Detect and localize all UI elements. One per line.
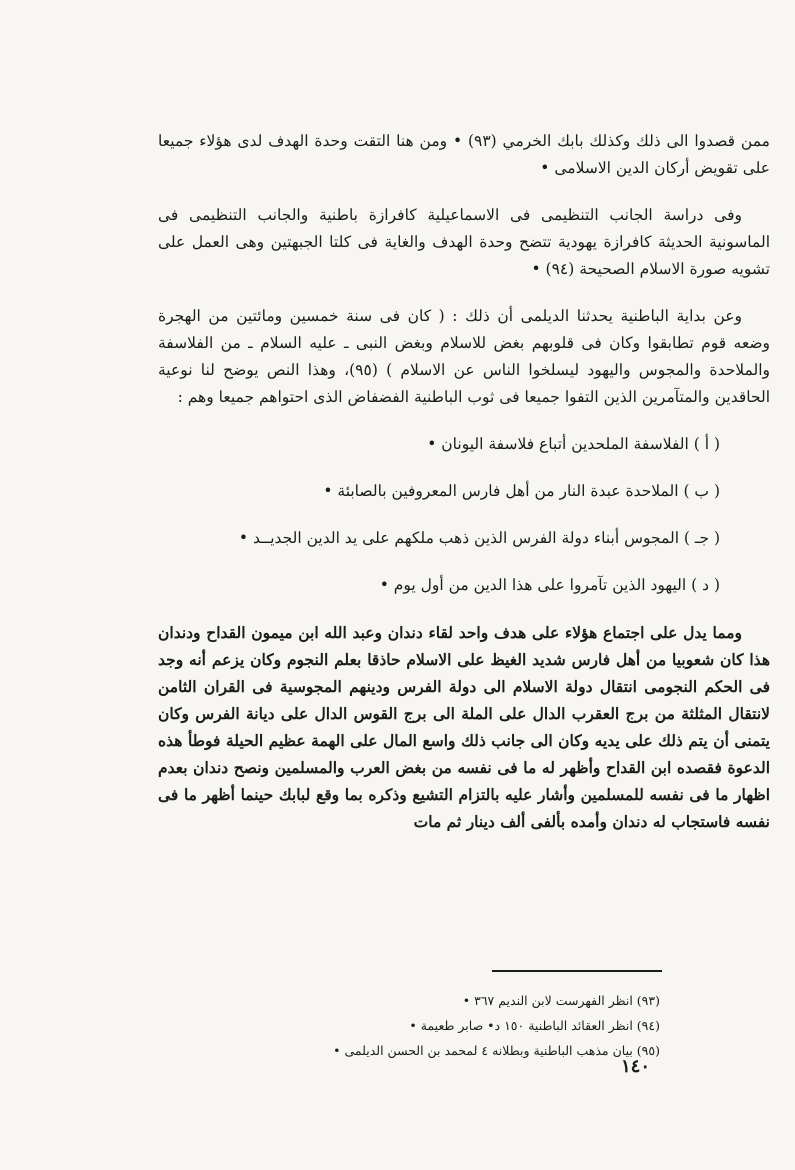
list-item-a: ( أ ) الفلاسفة الملحدين أتباع فلاسفة اليونان • — [427, 435, 720, 453]
paragraph-2: وفى دراسة الجانب التنظيمى فى الاسماعيلية كافرازة باطنية والجانب التنظيمى فى الماسونية الحديثة كافرازة يهودية تتضح وحدة الهدف والغاية فى كلتا الجبهتين وهى العمل على تشويه صورة الاسلام الصحيحة (٩٤) • — [158, 206, 770, 278]
paragraph-closing: ومما يدل على اجتماع هؤلاء على هدف واحد لقاء دندان وعبد الله ابن ميمون القداح ودندان هذا كان شعوبيا من أهل فارس شديد الغيظ على الاسلام حاذقا بعلم النجوم وكان يزعم أنه وجد فى الحكم النجومى انتقال دولة الاسلام الى دولة الفرس ودينهم المجوسية فى القران الثامن لانتقال المثلثة من برج العقرب الدال على الملة الى برج القوس الدال على ديانة الفرس وكان يتمنى أن يتم ذلك على يديه وكان الى جانب ذلك واسع المال على الهمة عظيم الحيلة فوطأ هذه الدعوة فقصده ابن القداح وأظهر له ما فى نفسه من بغض العرب والمسلمين ونصح دندان بعدم اظهار ما فى نفسه للمسلمين وأشار عليه بالتزام التشيع وذكره بما وقع لبابك حينما أظهر ما فى نفسه فاستجاب له دندان وأمده بألفى ألف دينار ثم مات — [158, 623, 770, 831]
paragraph-1: ممن قصدوا الى ذلك وكذلك بابك الخرمي (٩٣) • ومن هنا التقت وحدة الهدف لدى هؤلاء جميعا على تقويض أركان الدين الاسلامى • — [158, 132, 770, 177]
main-text — [158, 128, 770, 855]
footnote-94: (٩٤) انظر العقائد الباطنية ١٥٠ د• صابر طعيمة • — [409, 1018, 660, 1033]
footnote-divider — [492, 970, 662, 972]
paragraph-3: وعن بداية الباطنية يحدثنا الديلمى أن ذلك : ( كان فى سنة خمسين ومائتين من الهجرة وضعه قوم تطابقوا وكان فى قلوبهم بغض للاسلام وبغض النبى ـ عليه السلام ـ من الفلاسفة والملاحدة والمجوس واليهود ليسلخوا الناس عن الاسلام ) (٩٥)، وهذا النص يوضح لنا نوعية الحاقدين والمتآمرين الذين التفوا جميعا فى ثوب الباطنية الفضفاض الذى احتواهم جميعا وهم : — [158, 307, 770, 406]
page-number: ١٤٠ — [620, 1056, 650, 1077]
footnotes — [200, 988, 660, 1063]
footnote-95: (٩٥) بيان مذهب الباطنية وبطلانه ٤ لمحمد بن الحسن الديلمى • — [333, 1043, 660, 1058]
footnote-93: (٩٣) انظر الفهرست لابن النديم ٣٦٧ • — [462, 993, 660, 1008]
list-item-d: ( د ) اليهود الذين تآمروا على هذا الدين من أول يوم • — [379, 576, 720, 594]
list-item-c: ( جـ ) المجوس أبناء دولة الفرس الذين ذهب ملكهم على يد الدين الجديــد • — [238, 529, 720, 547]
list-item-b: ( ب ) الملاحدة عبدة النار من أهل فارس المعروفين بالصابئة • — [323, 482, 720, 500]
